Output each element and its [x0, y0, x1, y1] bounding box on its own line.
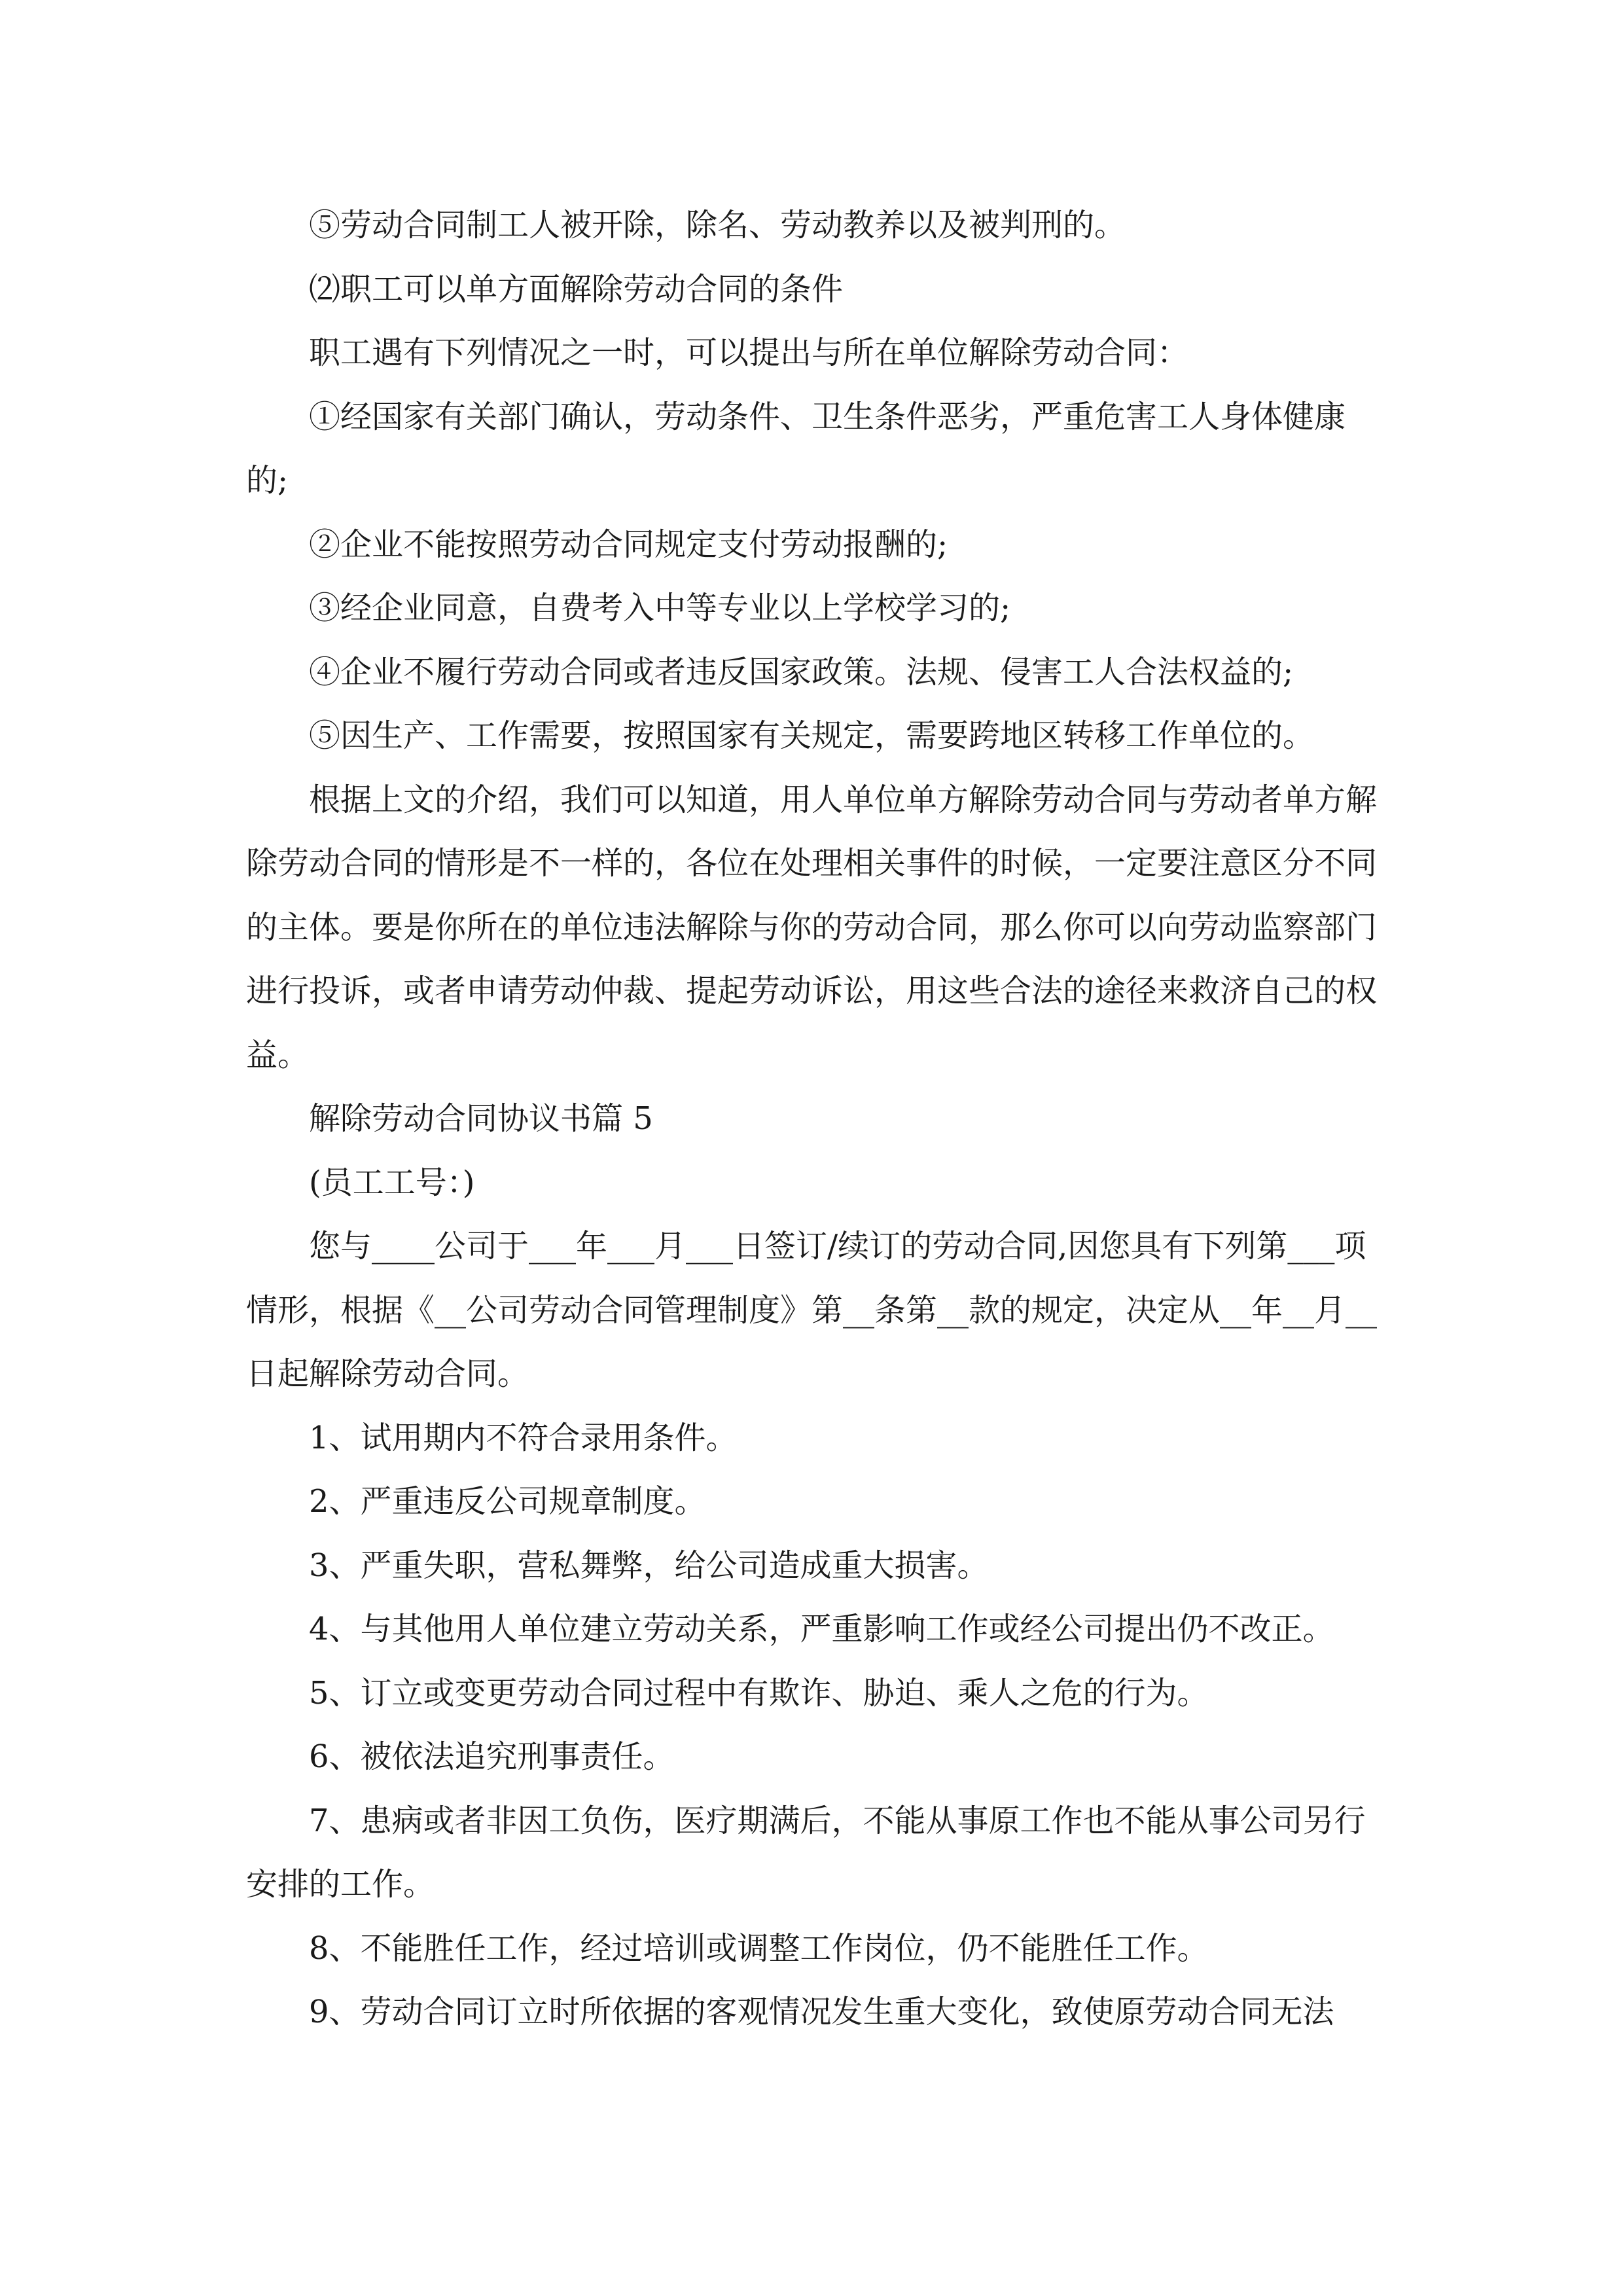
list-item-1: 1、试用期内不符合录用条件。 — [309, 1419, 738, 1456]
paragraph-9: 根据上文的介绍，我们可以知道，用人单位单方解除劳动合同与劳动者单方解除劳动合同的情形是不一样的，各位在处理相关事件的时候，一定要注意区分不同的主体。要是你所在的单位违法解除与你的劳动合同，那么你可以向劳动监察部门进行投诉，或者申请劳动仲裁、提起劳动诉讼，用这些合法的途径来救济自己的权益。 — [246, 781, 1378, 1073]
paragraph-8: ⑤因生产、工作需要，按照国家有关规定，需要跨地区转移工作单位的。 — [309, 717, 1315, 754]
section-heading: 解除劳动合同协议书篇 5 — [309, 1100, 653, 1137]
paragraph-6: ③经企业同意，自费考入中等专业以上学校学习的; — [309, 590, 1011, 626]
paragraph-2: ⑵职工可以单方面解除劳动合同的条件 — [309, 270, 844, 308]
list-item-3: 3、严重失职，营私舞弊，给公司造成重大损害。 — [309, 1547, 989, 1584]
list-item-9: 9、劳动合同订立时所依据的客观情况发生重大变化，致使原劳动合同无法 — [309, 1994, 1334, 2030]
list-item-7: 7、患病或者非因工负伤，医疗期满后，不能从事原工作也不能从事公司另行安排的工作。 — [246, 1802, 1366, 1903]
list-item-5: 5、订立或变更劳动合同过程中有欺诈、胁迫、乘人之危的行为。 — [309, 1674, 1209, 1712]
list-item-2: 2、严重违反公司规章制度。 — [309, 1483, 706, 1520]
document-body — [246, 194, 1378, 2045]
list-item-4: 4、与其他用人单位建立劳动关系，严重影响工作或经公司提出仍不改正。 — [309, 1611, 1334, 1647]
employee-id-line: (员工工号：) — [309, 1164, 475, 1201]
paragraph-notice: 您与____公司于___年___月___日签订/续订的劳动合同,因您具有下列第___项情形，根据《__公司劳动合同管理制度》第__条第__款的规定，决定从__年__月__日起解除劳动合同。 — [246, 1228, 1378, 1392]
paragraph-5: ②企业不能按照劳动合同规定支付劳动报酬的; — [309, 526, 948, 563]
list-item-8: 8、不能胜任工作，经过培训或调整工作岗位，仍不能胜任工作。 — [309, 1929, 1209, 1967]
paragraph-7: ④企业不履行劳动合同或者违反国家政策。法规、侵害工人合法权益的; — [309, 653, 1294, 691]
paragraph-3: 职工遇有下列情况之一时，可以提出与所在单位解除劳动合同： — [309, 334, 1189, 371]
list-item-6: 6、被依法追究刑事责任。 — [309, 1738, 675, 1775]
paragraph-1: ⑤劳动合同制工人被开除，除名、劳动教养以及被判刑的。 — [309, 207, 1126, 243]
paragraph-4: ①经国家有关部门确认，劳动条件、卫生条件恶劣，严重危害工人身体健康的; — [246, 398, 1346, 499]
